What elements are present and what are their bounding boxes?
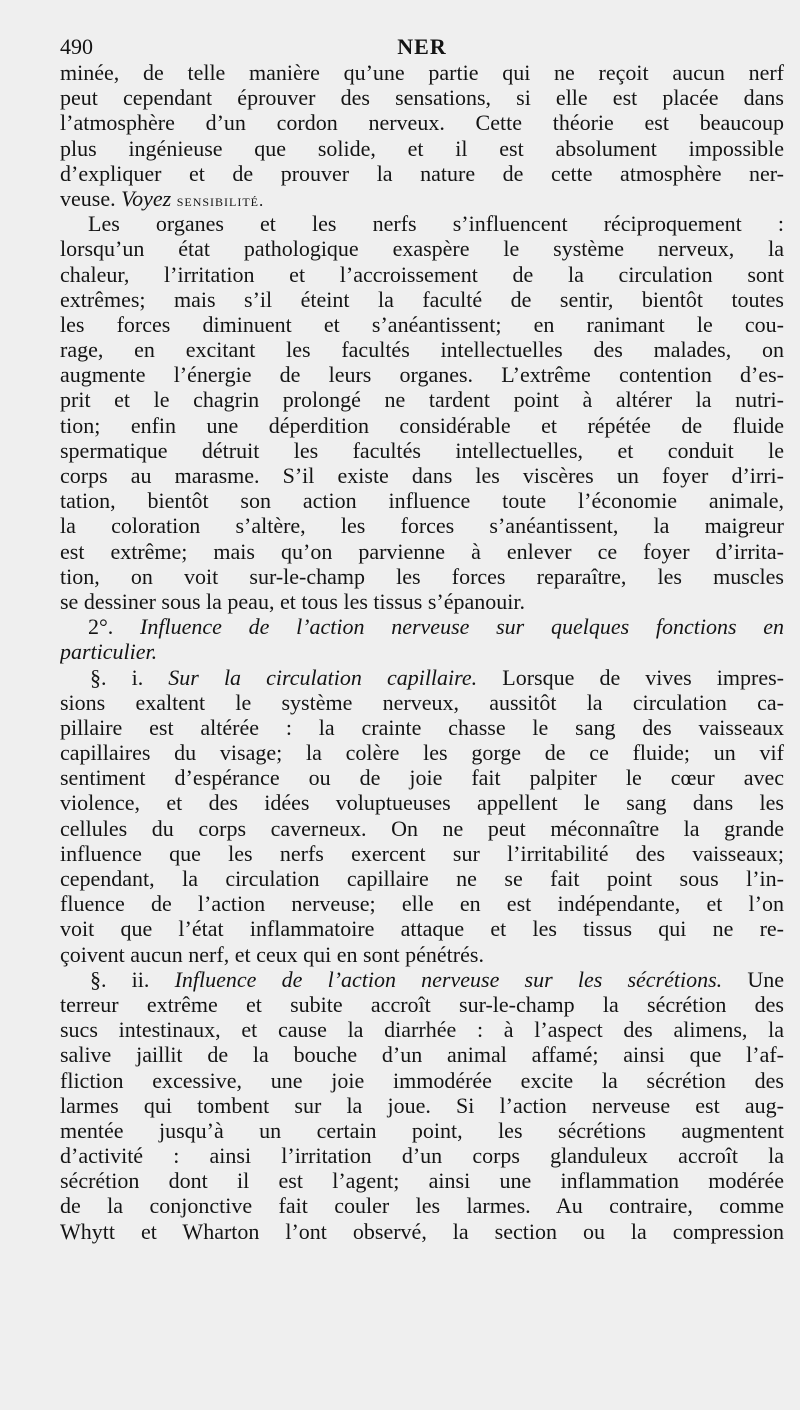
text-line: violence, et des idées voluptueuses appellent le sang dans les: [60, 790, 784, 816]
text-line: salive jaillit de la bouche d’un animal affamé; ainsi que l’af-: [60, 1042, 784, 1068]
text-line: lorsqu’un état pathologique exaspère le système nerveux, la: [60, 236, 784, 262]
voyez-line: [60, 186, 784, 211]
subsection-marker: §. ii.: [90, 966, 150, 992]
text-line: larmes qui tombent sur la joue. Si l’action nerveuse est aug-: [60, 1092, 784, 1118]
text-line: voit que l’état inflammatoire attaque et les tissus qui ne re-: [60, 916, 784, 942]
text-line: cellules du corps caverneux. On ne peut méconnaître la grande: [60, 815, 784, 841]
text-line: tion; enfin une déperdition considérable et répétée de fluide: [60, 412, 784, 438]
text-line: se dessiner sous la peau, et tous les tissus s’épanouir.: [60, 588, 525, 614]
section-title: Influence de l’action nerveuse sur quelques fonctions en: [140, 614, 784, 640]
text-line: sucs intestinaux, et cause la diarrhée : à l’aspect des alimens, la: [60, 1017, 784, 1043]
text-line: Whytt et Wharton l’ont observé, la section ou la compression: [60, 1218, 784, 1244]
text-line: la coloration s’altère, les forces s’anéantissent, la maigreur: [60, 513, 784, 539]
text-line: tation, bientôt son action influence toute l’économie animale,: [60, 488, 784, 514]
text-line: sions exaltent le système nerveux, aussitôt la circulation ca-: [60, 689, 784, 715]
voyez-line-text: veuse.: [60, 185, 116, 211]
subsection-marker: §. i.: [90, 664, 144, 690]
voyez-link: Voyez: [121, 185, 172, 211]
text-line: influence que les nerfs exercent sur l’irritabilité des vaisseaux;: [60, 840, 784, 866]
subsection-heading: [60, 665, 784, 690]
text-line: de la conjonctive fait couler les larmes. Au contraire, comme: [60, 1193, 784, 1219]
text-line: sécrétion dont il est l’agent; ainsi une inflammation modérée: [60, 1168, 784, 1194]
running-head: NER: [397, 34, 447, 59]
text-line: augmente l’énergie de leurs organes. L’extrême contention d’es-: [60, 362, 784, 388]
page-body: [60, 60, 784, 1244]
text-line: extrêmes; mais s’il éteint la faculté de sentir, bientôt toutes: [60, 286, 784, 312]
page-number: 490: [60, 34, 93, 59]
text-line: Les organes et les nerfs s’influencent réciproquement :: [88, 211, 784, 237]
text-line: sentiment d’espérance ou de joie fait palpiter le cœur avec: [60, 765, 784, 791]
text-line: chaleur, l’irritation et l’accroissement de la circulation sont: [60, 261, 784, 287]
text-line: corps au marasme. S’il existe dans les viscères un foyer d’irri-: [60, 463, 784, 488]
text-line: fluence de l’action nerveuse; elle en est indépendante, et l’on: [60, 891, 784, 917]
text-line: les forces diminuent et s’anéantissent; en ranimant le cou-: [60, 311, 784, 337]
subsection-text: Lorsque de vives impres-: [502, 664, 784, 690]
section-heading: [60, 614, 784, 639]
text-line: peut cependant éprouver des sensations, si elle est placée dans: [60, 85, 784, 111]
text-line: d’expliquer et de prouver la nature de cette atmosphère ner-: [60, 160, 784, 186]
section-number: 2°.: [88, 614, 114, 640]
subsection-title: Influence de l’action nerveuse sur les sécrétions.: [174, 966, 723, 992]
text-line: plus ingénieuse que solide, et il est absolument impossible: [60, 135, 784, 161]
subsection-heading: [60, 967, 784, 992]
text-line: prit et le chagrin prolongé ne tardent point à altérer la nutri-: [60, 387, 784, 413]
text-line: tion, on voit sur-le-champ les forces reparaître, les muscles: [60, 563, 784, 589]
text-line: spermatique détruit les facultés intellectuelles, et conduit le: [60, 437, 784, 463]
text-line: cependant, la circulation capillaire ne se fait point sous l’in-: [60, 866, 784, 891]
text-line: mentée jusqu’à un certain point, les sécrétions augmentent: [60, 1117, 784, 1143]
cross-reference: sensibilité.: [176, 190, 265, 210]
text-line: rage, en excitant les facultés intellectuelles des malades, on: [60, 337, 784, 363]
text-line: terreur extrême et subite accroît sur-le-champ la sécrétion des: [60, 991, 784, 1017]
text-line: d’activité : ainsi l’irritation d’un corps glanduleux accroît la: [60, 1143, 784, 1169]
subsection-title: Sur la circulation capillaire.: [168, 664, 478, 690]
text-line: est extrême; mais qu’on parvienne à enlever ce foyer d’irrita-: [60, 538, 784, 564]
text-line: fliction excessive, une joie immodérée excite la sécrétion des: [60, 1067, 784, 1093]
text-line: capillaires du visage; la colère les gorge de ce fluide; un vif: [60, 740, 784, 766]
subsection-text: Une: [747, 966, 784, 992]
text-line: pillaire est altérée : la crainte chasse le sang des vaisseaux: [60, 714, 784, 740]
section-title-continued: particulier.: [60, 639, 158, 665]
text-line: l’atmosphère d’un cordon nerveux. Cette théorie est beaucoup: [60, 110, 784, 136]
text-line: çoivent aucun nerf, et ceux qui en sont pénétrés.: [60, 941, 484, 967]
text-line: minée, de telle manière qu’une partie qui ne reçoit aucun nerf: [60, 60, 784, 85]
